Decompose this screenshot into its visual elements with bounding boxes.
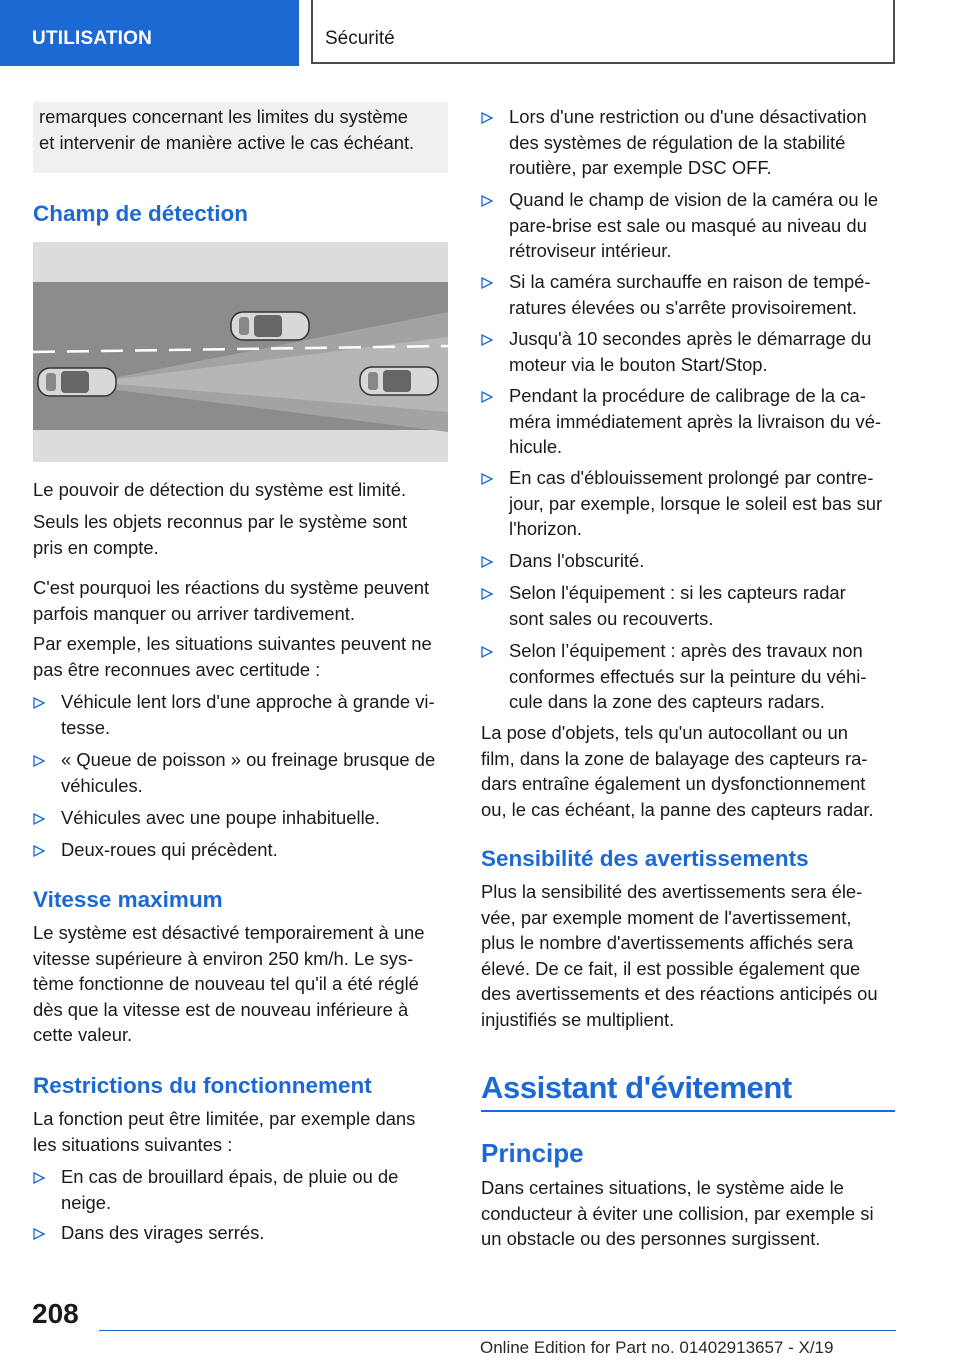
text-line: moteur via le bouton Start/Stop. <box>509 353 768 375</box>
text-line: routière, par exemple DSC OFF. <box>509 157 772 178</box>
text-line: La pose d'objets, tels qu'un autocollant ou un <box>481 722 848 743</box>
text-line: Par exemple, les situations suivantes peuvent ne <box>33 633 432 654</box>
heading-principe: Principe <box>481 1138 584 1168</box>
text-line: Si la caméra surchauffe en raison de tempé- <box>509 271 871 292</box>
list-item <box>481 580 901 632</box>
text-line: ou, le cas échéant, la panne des capteurs radar. <box>481 798 874 820</box>
paragraph <box>481 879 901 1032</box>
header-subsection-title: Sécurité <box>325 28 395 49</box>
text-line: Le système est désactivé temporairement à une <box>33 922 425 943</box>
text-line: Pendant la procédure de calibrage de la ca- <box>509 385 866 406</box>
text-line: dès que la vitesse est de nouveau inférieure à <box>33 998 409 1020</box>
text-line: En cas de brouillard épais, de pluie ou de <box>61 1166 399 1187</box>
text-line: film, dans la zone de balayage des capteurs ra- <box>481 747 868 769</box>
list-item <box>481 465 901 543</box>
paragraph <box>33 631 453 682</box>
road-diagram <box>33 242 448 462</box>
header-section-title: UTILISATION <box>32 28 153 49</box>
heading-sensibilite: Sensibilité des avertissements <box>481 846 809 871</box>
text-line: pris en compte. <box>33 536 159 558</box>
page-number: 208 <box>32 1298 79 1329</box>
text-line: Seuls les objets reconnus par le système sont <box>33 511 408 532</box>
paragraph <box>33 575 453 626</box>
text-line: Dans certaines situations, le système aide le <box>481 1177 844 1198</box>
text-line: hicule. <box>509 436 563 457</box>
list-item <box>33 689 453 741</box>
text-line: Dans l'obscurité. <box>509 550 645 571</box>
paragraph <box>33 920 453 1048</box>
text-line: Véhicule lent lors d'une approche à grande vi- <box>61 691 435 712</box>
text-line: rétroviseur intérieur. <box>509 240 672 261</box>
text-line: élevé. De ce fait, il est possible également que <box>481 957 861 979</box>
text-line: Plus la sensibilité des avertissements sera éle- <box>481 881 863 902</box>
list-item <box>481 638 901 716</box>
car-ahead-icon <box>360 367 438 395</box>
text-line: Jusqu'à 10 secondes après le démarrage du <box>509 328 872 349</box>
text-line: cule dans la zone des capteurs radars. <box>509 691 825 712</box>
text-line: l'horizon. <box>509 518 583 539</box>
text-line: véhicules. <box>61 774 143 796</box>
text-line: Deux-roues qui précèdent. <box>61 839 278 860</box>
text-line: injustifiés se multiplient. <box>481 1008 675 1030</box>
text-line: dars entraîne également un dysfonctionnement <box>481 773 866 794</box>
list-item <box>481 326 901 378</box>
paragraph: Le pouvoir de détection du système est limité. <box>33 479 407 500</box>
text-line: C'est pourquoi les réactions du système peuvent <box>33 577 430 598</box>
list-item <box>481 187 901 265</box>
text-line: Quand le champ de vision de la caméra ou le <box>509 189 879 210</box>
paragraph <box>33 509 453 560</box>
text-line: les situations suivantes : <box>33 1133 233 1155</box>
heading-vitesse-maximum: Vitesse maximum <box>33 887 223 912</box>
text-line: tesse. <box>61 716 111 738</box>
header-subsection-box <box>311 0 895 64</box>
paragraph <box>481 720 901 822</box>
list-item <box>33 1220 453 1246</box>
car-lane-left-icon <box>231 312 309 340</box>
text-line: ratures élevées ou s'arrête provisoirement. <box>509 296 857 318</box>
text-line: méra immédiatement après la livraison du vé- <box>509 410 882 432</box>
text-line: sont sales ou recouverts. <box>509 607 714 629</box>
paragraph <box>481 1175 901 1252</box>
text-line: Selon l’équipement : après des travaux non <box>509 640 863 661</box>
list-item <box>33 805 453 831</box>
note-line: remarques concernant les limites du système <box>39 106 408 127</box>
text-line: conformes effectués sur la peinture du véhi- <box>509 665 867 687</box>
text-line: des avertissements et des réactions anticipés ou <box>481 983 878 1004</box>
detection-field-illustration <box>33 242 448 462</box>
paragraph <box>33 1106 453 1157</box>
list-item <box>33 837 453 863</box>
text-line: En cas d'éblouissement prolongé par contre- <box>509 467 874 488</box>
text-line: vée, par exemple moment de l'avertissement, <box>481 906 852 928</box>
section-rule <box>481 1110 895 1112</box>
text-line: vitesse supérieure à environ 250 km/h. Le sys- <box>33 947 414 969</box>
text-line: Dans des virages serrés. <box>61 1222 265 1243</box>
heading-champ-detection: Champ de détection <box>33 201 249 226</box>
list-item <box>481 548 901 574</box>
text-line: Selon l'équipement : si les capteurs radar <box>509 582 846 603</box>
text-line: pare-brise est sale ou masqué au niveau du <box>509 214 867 236</box>
list-item <box>33 747 453 799</box>
text-line: La fonction peut être limitée, par exemple dans <box>33 1108 416 1129</box>
text-line: neige. <box>61 1191 112 1213</box>
heading-assistant-evitement: Assistant d'évitement <box>481 1070 792 1105</box>
text-line: des systèmes de régulation de la stabilité <box>509 131 846 153</box>
list-item <box>481 383 901 461</box>
text-line: pas être reconnues avec certitude : <box>33 658 321 680</box>
text-line: Véhicules avec une poupe inhabituelle. <box>61 807 381 828</box>
list-item <box>481 269 901 321</box>
list-item <box>33 1164 453 1216</box>
text-line: plus le nombre d'avertissements affichés sera <box>481 932 854 953</box>
list-item <box>481 104 901 182</box>
heading-restrictions: Restrictions du fonctionnement <box>33 1073 372 1098</box>
text-line: jour, par exemple, lorsque le soleil est bas sur <box>509 492 883 514</box>
text-line: un obstacle ou des personnes surgissent. <box>481 1228 821 1249</box>
note-line: et intervenir de manière active le cas échéant. <box>39 131 415 153</box>
note-box <box>33 102 448 173</box>
text-line: « Queue de poisson » ou freinage brusque de <box>61 749 436 770</box>
text-line: conducteur à éviter une collision, par exemple si <box>481 1202 874 1224</box>
footer-rule <box>99 1330 896 1331</box>
car-ego-icon <box>38 368 116 396</box>
text-line: Lors d'une restriction ou d'une désactivation <box>509 106 867 127</box>
text-line: tème fonctionne de nouveau tel qu'il a été réglé <box>33 973 419 994</box>
header-section-tab <box>0 0 299 66</box>
text-line: parfois manquer ou arriver tardivement. <box>33 602 355 624</box>
footer-edition: Online Edition for Part no. 01402913657 - X/19 <box>480 1338 834 1357</box>
text-line: cette valeur. <box>33 1024 133 1045</box>
